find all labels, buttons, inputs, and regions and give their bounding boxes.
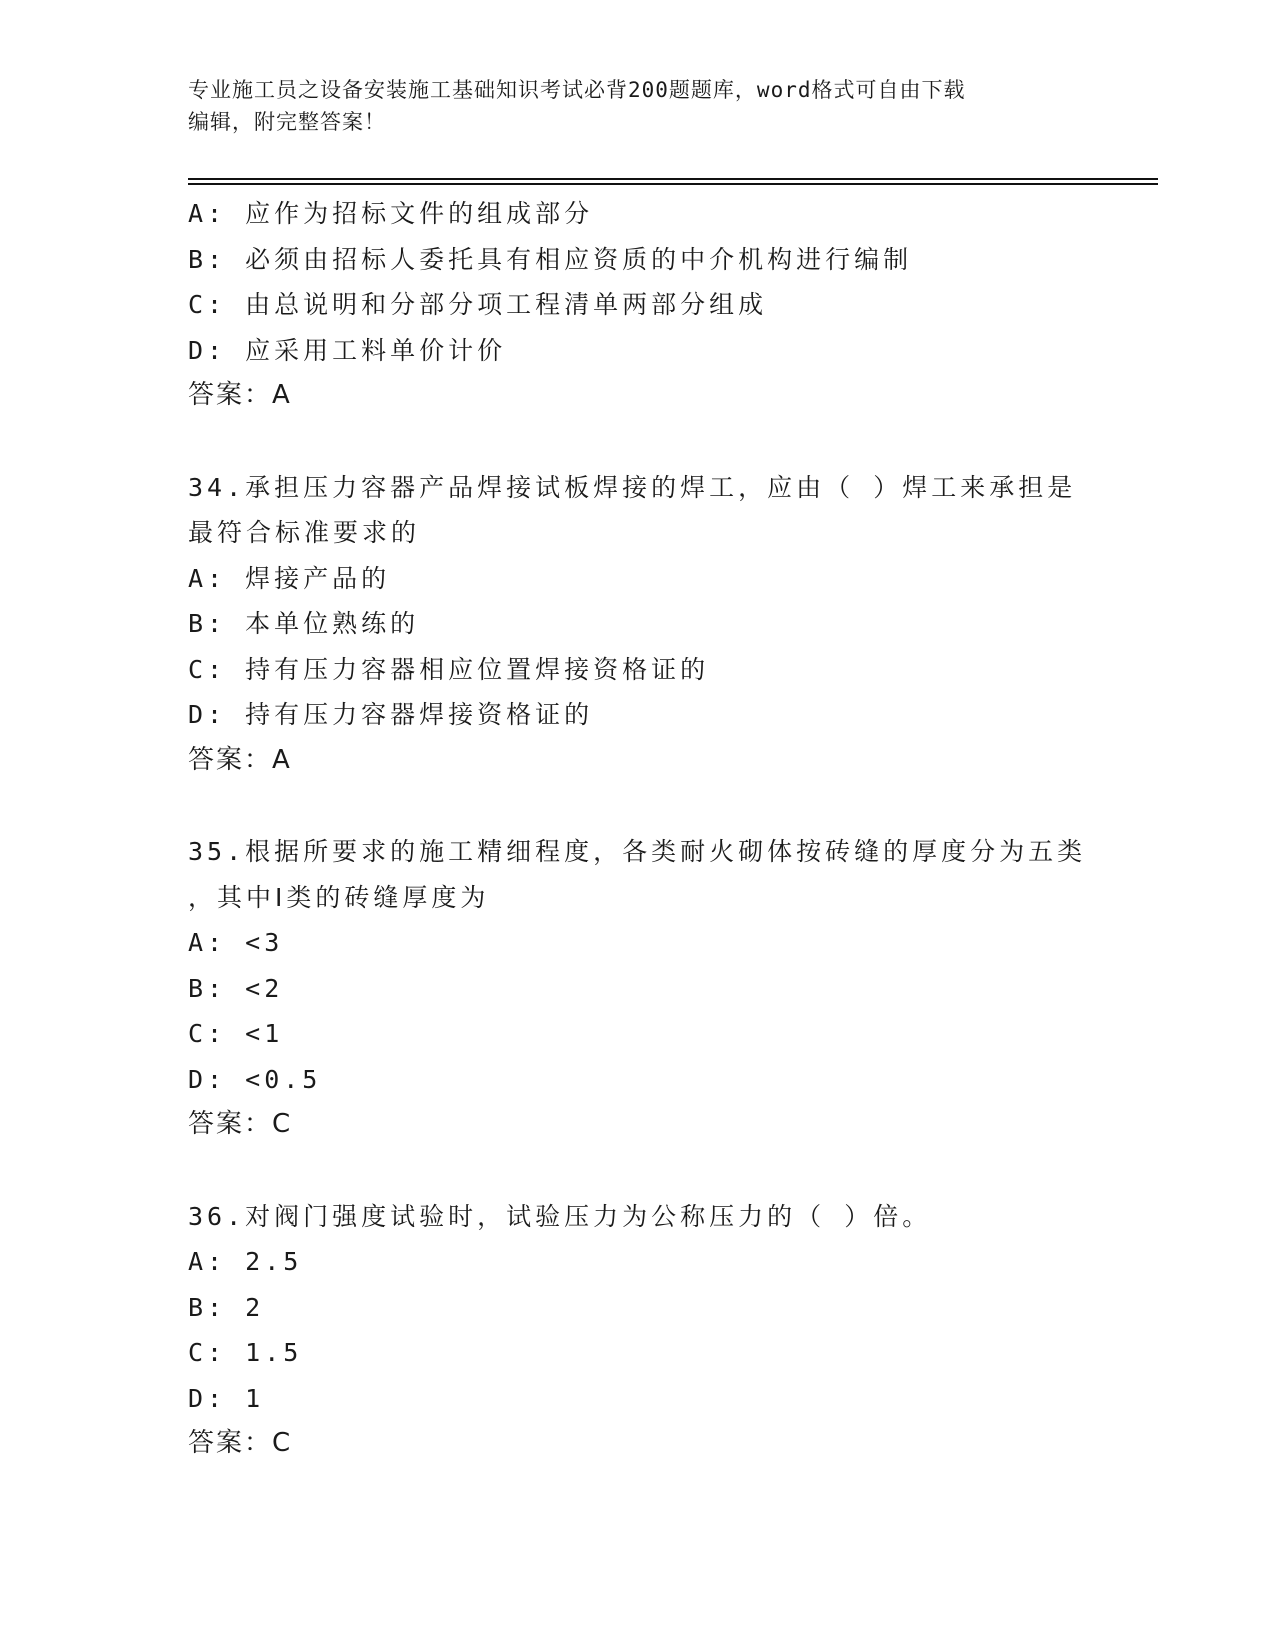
option-a: A: <3 <box>188 928 284 957</box>
answer-text: 答案：C <box>188 1428 293 1458</box>
answer-text: 答案：A <box>188 744 292 775</box>
question-text-line-2: ，其中Ⅰ类的砖缝厚度为 <box>188 882 490 912</box>
option-b: B: 本单位熟练的 <box>188 609 420 638</box>
header-title-line-2: 编辑，附完整答案！ <box>188 110 386 134</box>
question-block-36 <box>188 1194 1168 1467</box>
question-block-35 <box>188 829 1168 1148</box>
block-spacer <box>188 1148 1168 1194</box>
option-a: A: 应作为招标文件的组成部分 <box>188 199 594 228</box>
option-b: B: 2 <box>188 1292 265 1322</box>
option-a: A: 2.5 <box>188 1247 303 1276</box>
block-spacer <box>188 783 1168 829</box>
question-block-34 <box>188 465 1168 784</box>
header-divider-top <box>188 178 1158 180</box>
option-c: C: 1.5 <box>188 1338 303 1367</box>
header-title-line-1: 专业施工员之设备安装施工基础知识考试必背200题题库，word格式可自由下载 <box>188 78 966 102</box>
option-c: C: <1 <box>188 1019 284 1048</box>
option-d: D: 持有压力容器焊接资格证的 <box>188 700 594 729</box>
question-text-line-2: 最符合标准要求的 <box>188 518 421 547</box>
question-list <box>188 191 1168 1467</box>
option-c: C: 由总说明和分部分项工程清单两部分组成 <box>188 290 768 319</box>
option-b: B: <2 <box>188 973 284 1003</box>
option-d: D: 1 <box>188 1383 265 1413</box>
question-block-33 <box>188 191 1168 419</box>
option-b: B: 必须由招标人委托具有相应资质的中介机构进行编制 <box>188 244 913 274</box>
document-header <box>188 74 1088 138</box>
option-a: A: 焊接产品的 <box>188 563 391 593</box>
block-spacer <box>188 419 1168 465</box>
question-text-line-1: 34.承担压力容器产品焊接试板焊接的焊工，应由（ ）焊工来承担是 <box>188 472 1077 502</box>
option-c: C: 持有压力容器相应位置焊接资格证的 <box>188 654 710 684</box>
question-text-line-1: 35.根据所要求的施工精细程度，各类耐火砌体按砖缝的厚度分为五类 <box>188 837 1087 866</box>
question-text-line-1: 36.对阀门强度试验时，试验压力为公称压力的（ ）倍。 <box>188 1201 932 1231</box>
answer-text: 答案：A <box>188 380 292 410</box>
option-d: D: <0.5 <box>188 1064 322 1094</box>
option-d: D: 应采用工料单价计价 <box>188 335 507 365</box>
answer-text: 答案：C <box>188 1109 293 1139</box>
header-divider-bottom <box>188 183 1158 185</box>
